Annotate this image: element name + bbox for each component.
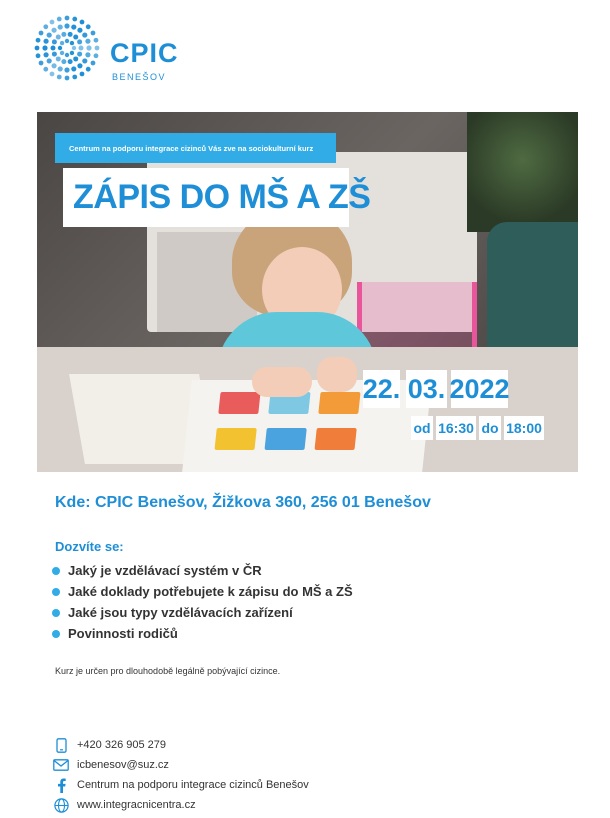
contact-phone[interactable] [52,735,309,755]
date-day: 22. [363,370,400,408]
learn-heading: Dozvíte se: [55,539,124,554]
list-item [52,581,353,602]
bullet-icon [52,588,60,596]
facebook-icon [52,777,70,793]
contact-email[interactable] [52,755,309,775]
contact-facebook[interactable] [52,775,309,795]
bullet-icon [52,609,60,617]
list-item [52,602,353,623]
logo-city: BENEŠOV [112,72,167,82]
list-item-text: Jaký je vzdělávací systém v ČR [68,563,262,578]
date-month: 03. [406,370,447,408]
event-subtitle: Centrum na podporu integrace cizinců Vás zve na sociokulturní kurz [55,133,336,163]
book-picture [318,392,360,414]
contact-facebook-text: Centrum na podporu integrace cizinců Benešov [77,779,309,791]
contact-web[interactable] [52,795,309,815]
photo-plant [467,112,578,232]
book-picture [314,428,356,450]
list-item-text: Jaké doklady potřebujete k zápisu do MŠ a ZŠ [68,584,353,599]
time-from-word: od [411,416,433,440]
course-note: Kurz je určen pro dlouhodobě legálně pobývající cizince. [55,666,281,676]
logo-name: CPIC [110,38,179,68]
event-location: Kde: CPIC Benešov, Žižkova 360, 256 01 Benešov [55,494,431,511]
phone-icon [52,737,70,753]
contact-list [52,735,309,815]
globe-icon [52,797,70,813]
photo-child-hand [317,357,357,392]
list-item [52,560,353,581]
photo-child-hand [252,367,312,397]
contact-email-text: icbenesov@suz.cz [77,759,169,771]
time-to-word: do [479,416,501,440]
bullet-icon [52,567,60,575]
book-picture [218,392,260,414]
date-year: 2022 [451,370,508,408]
book-picture [264,428,306,450]
list-item-text: Jaké jsou typy vzdělávacích zařízení [68,605,293,620]
bullet-icon [52,630,60,638]
list-item-text: Povinnosti rodičů [68,626,178,641]
learn-list [52,560,353,644]
event-title: ZÁPIS DO MŠ A ZŠ [63,168,349,227]
mail-icon [52,757,70,773]
time-to: 18:00 [504,416,544,440]
cpic-logo [34,14,194,86]
book-picture [214,428,256,450]
logo-dots-icon [34,14,104,84]
contact-phone-text: +420 326 905 279 [77,739,167,751]
contact-web-text: www.integracnicentra.cz [77,799,196,811]
list-item [52,623,353,644]
time-from: 16:30 [436,416,476,440]
